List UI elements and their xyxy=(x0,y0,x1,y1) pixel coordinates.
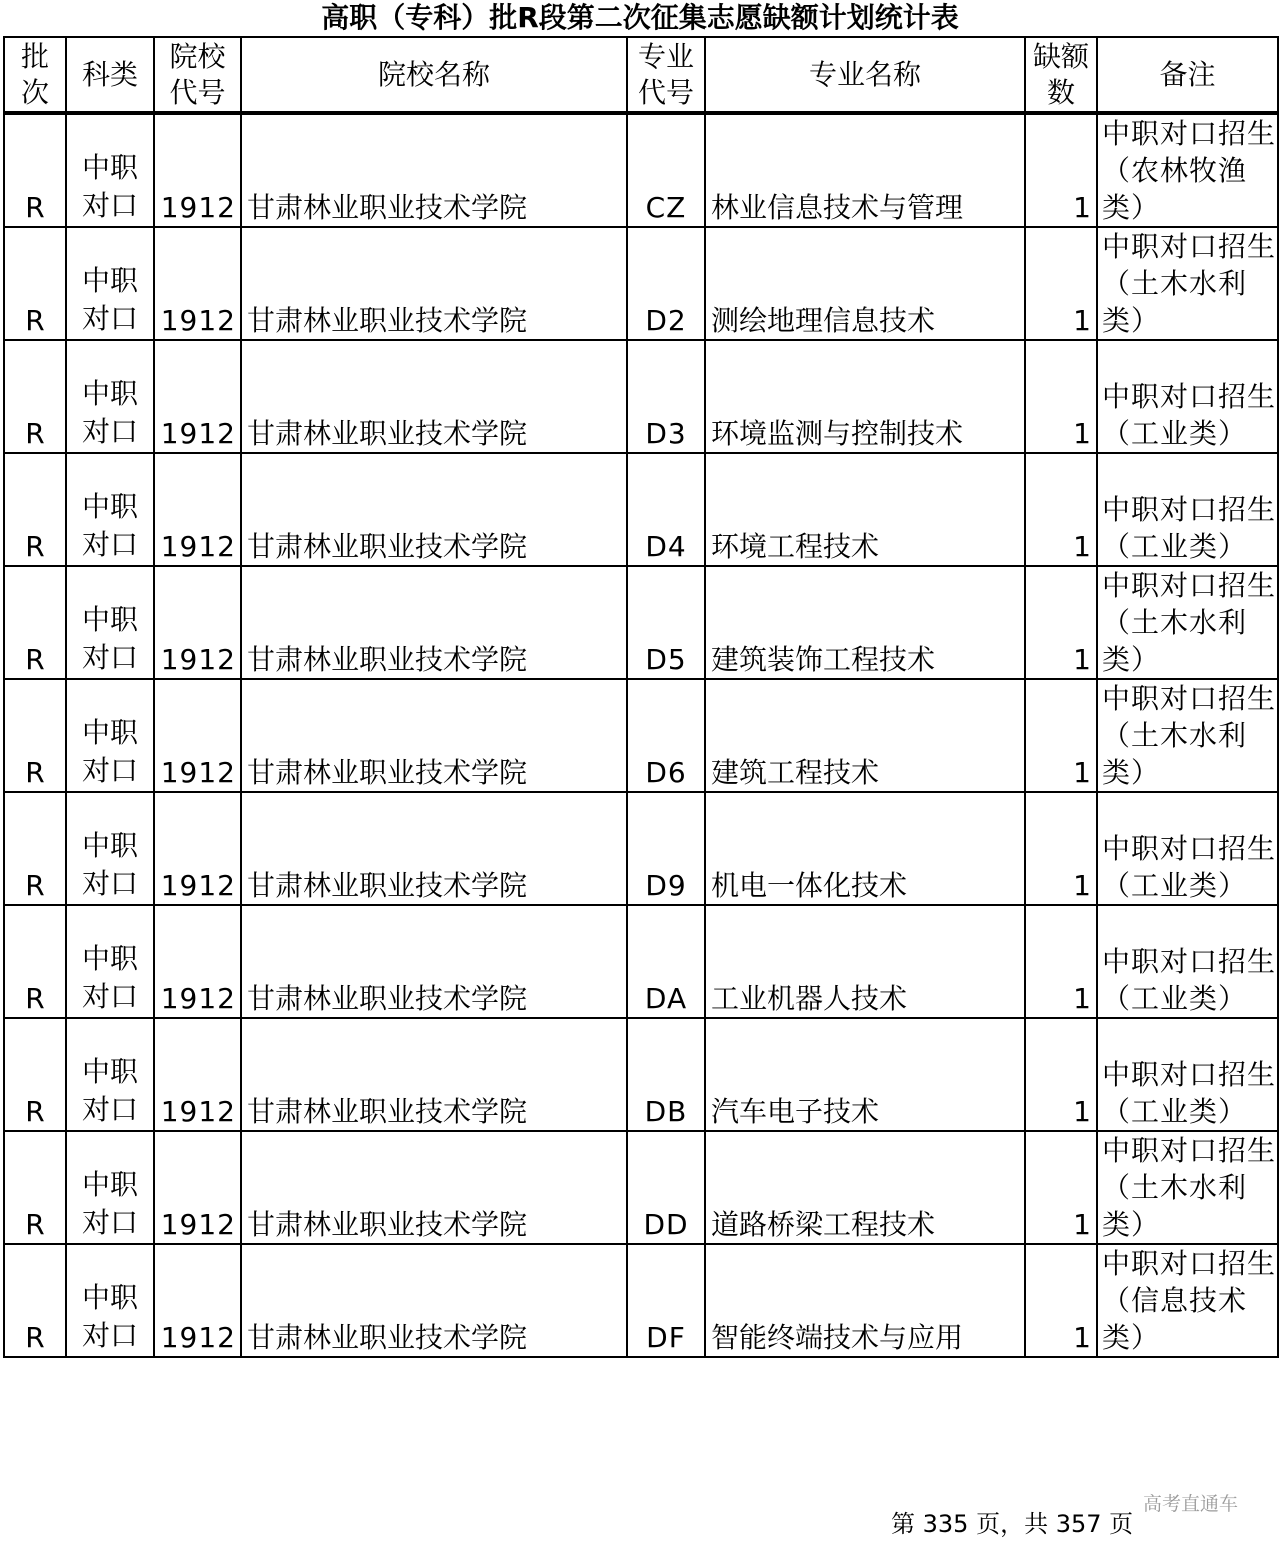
school-name-cell: 甘肃林业职业技术学院 xyxy=(241,113,627,227)
shortfall-cell: 1 xyxy=(1025,453,1097,566)
major-code-cell: DD xyxy=(627,1131,705,1244)
table-body xyxy=(4,113,1278,1357)
major-code-cell: CZ xyxy=(627,113,705,227)
major-name-cell: 林业信息技术与管理 xyxy=(705,113,1025,227)
school-name-cell: 甘肃林业职业技术学院 xyxy=(241,679,627,792)
major-name-cell: 建筑装饰工程技术 xyxy=(705,566,1025,679)
remarks-cell: 中职对口招生（土木水利类） xyxy=(1097,679,1278,792)
shortfall-cell: 1 xyxy=(1025,227,1097,340)
major-name-cell: 智能终端技术与应用 xyxy=(705,1244,1025,1357)
major-name-cell: 机电一体化技术 xyxy=(705,792,1025,905)
remarks-cell: 中职对口招生（农林牧渔类） xyxy=(1097,113,1278,227)
page-title: 高职（专科）批R段第二次征集志愿缺额计划统计表 xyxy=(321,1,959,34)
header-category: 科类 xyxy=(66,37,154,113)
table-row xyxy=(4,679,1278,792)
category-cell: 中职对口 xyxy=(66,453,154,566)
major-name-cell: 测绘地理信息技术 xyxy=(705,227,1025,340)
school-code-cell: 1912 xyxy=(154,453,241,566)
watermark: 高考直通车 xyxy=(1143,1493,1239,1515)
table-row xyxy=(4,905,1278,1018)
school-name-cell: 甘肃林业职业技术学院 xyxy=(241,340,627,453)
batch-cell: R xyxy=(4,113,66,227)
table-row xyxy=(4,792,1278,905)
category-cell: 中职对口 xyxy=(66,905,154,1018)
remarks-cell: 中职对口招生（工业类） xyxy=(1097,1018,1278,1131)
school-code-cell: 1912 xyxy=(154,1018,241,1131)
category-cell: 中职对口 xyxy=(66,679,154,792)
school-code-cell: 1912 xyxy=(154,340,241,453)
school-code-cell: 1912 xyxy=(154,1131,241,1244)
header-remarks: 备注 xyxy=(1097,37,1278,113)
school-name-cell: 甘肃林业职业技术学院 xyxy=(241,792,627,905)
shortfall-cell: 1 xyxy=(1025,905,1097,1018)
category-cell: 中职对口 xyxy=(66,1018,154,1131)
batch-cell: R xyxy=(4,679,66,792)
shortfall-cell: 1 xyxy=(1025,113,1097,227)
category-cell: 中职对口 xyxy=(66,1131,154,1244)
header-shortfall: 缺额数 xyxy=(1025,37,1097,113)
batch-cell: R xyxy=(4,792,66,905)
remarks-cell: 中职对口招生（土木水利类） xyxy=(1097,566,1278,679)
shortfall-cell: 1 xyxy=(1025,566,1097,679)
major-code-cell: D9 xyxy=(627,792,705,905)
remarks-cell: 中职对口招生（土木水利类） xyxy=(1097,1131,1278,1244)
remarks-cell: 中职对口招生（信息技术类） xyxy=(1097,1244,1278,1357)
batch-cell: R xyxy=(4,905,66,1018)
batch-cell: R xyxy=(4,1244,66,1357)
batch-cell: R xyxy=(4,1018,66,1131)
school-name-cell: 甘肃林业职业技术学院 xyxy=(241,1244,627,1357)
remarks-cell: 中职对口招生（工业类） xyxy=(1097,905,1278,1018)
remarks-cell: 中职对口招生（工业类） xyxy=(1097,792,1278,905)
shortfall-cell: 1 xyxy=(1025,1244,1097,1357)
batch-cell: R xyxy=(4,453,66,566)
shortfall-plan-table xyxy=(3,36,1279,1358)
header-school-name: 院校名称 xyxy=(241,37,627,113)
batch-cell: R xyxy=(4,227,66,340)
school-code-cell: 1912 xyxy=(154,113,241,227)
category-cell: 中职对口 xyxy=(66,113,154,227)
header-major-code: 专业代号 xyxy=(627,37,705,113)
major-code-cell: D5 xyxy=(627,566,705,679)
batch-cell: R xyxy=(4,566,66,679)
category-cell: 中职对口 xyxy=(66,340,154,453)
school-name-cell: 甘肃林业职业技术学院 xyxy=(241,566,627,679)
table-row xyxy=(4,1244,1278,1357)
shortfall-cell: 1 xyxy=(1025,1131,1097,1244)
page-footer: 第 335 页，共 357 页 xyxy=(891,1510,1134,1538)
table-row xyxy=(4,566,1278,679)
school-code-cell: 1912 xyxy=(154,566,241,679)
table-row xyxy=(4,227,1278,340)
table-row xyxy=(4,453,1278,566)
header-batch: 批次 xyxy=(4,37,66,113)
remarks-cell: 中职对口招生（工业类） xyxy=(1097,453,1278,566)
major-code-cell: D3 xyxy=(627,340,705,453)
major-code-cell: D4 xyxy=(627,453,705,566)
remarks-cell: 中职对口招生（工业类） xyxy=(1097,340,1278,453)
category-cell: 中职对口 xyxy=(66,566,154,679)
major-name-cell: 汽车电子技术 xyxy=(705,1018,1025,1131)
school-name-cell: 甘肃林业职业技术学院 xyxy=(241,453,627,566)
school-name-cell: 甘肃林业职业技术学院 xyxy=(241,1018,627,1131)
batch-cell: R xyxy=(4,340,66,453)
school-name-cell: 甘肃林业职业技术学院 xyxy=(241,227,627,340)
header-major-name: 专业名称 xyxy=(705,37,1025,113)
table-row xyxy=(4,1131,1278,1244)
category-cell: 中职对口 xyxy=(66,1244,154,1357)
major-name-cell: 建筑工程技术 xyxy=(705,679,1025,792)
school-code-cell: 1912 xyxy=(154,905,241,1018)
school-code-cell: 1912 xyxy=(154,1244,241,1357)
shortfall-cell: 1 xyxy=(1025,1018,1097,1131)
table-header-row xyxy=(4,37,1278,113)
shortfall-cell: 1 xyxy=(1025,792,1097,905)
header-school-code: 院校代号 xyxy=(154,37,241,113)
major-code-cell: DA xyxy=(627,905,705,1018)
shortfall-cell: 1 xyxy=(1025,340,1097,453)
table-row xyxy=(4,1018,1278,1131)
major-name-cell: 环境工程技术 xyxy=(705,453,1025,566)
school-name-cell: 甘肃林业职业技术学院 xyxy=(241,905,627,1018)
major-code-cell: D6 xyxy=(627,679,705,792)
category-cell: 中职对口 xyxy=(66,227,154,340)
category-cell: 中职对口 xyxy=(66,792,154,905)
major-name-cell: 工业机器人技术 xyxy=(705,905,1025,1018)
batch-cell: R xyxy=(4,1131,66,1244)
major-name-cell: 环境监测与控制技术 xyxy=(705,340,1025,453)
major-name-cell: 道路桥梁工程技术 xyxy=(705,1131,1025,1244)
school-code-cell: 1912 xyxy=(154,227,241,340)
school-name-cell: 甘肃林业职业技术学院 xyxy=(241,1131,627,1244)
school-code-cell: 1912 xyxy=(154,792,241,905)
table-row xyxy=(4,113,1278,227)
school-code-cell: 1912 xyxy=(154,679,241,792)
remarks-cell: 中职对口招生（土木水利类） xyxy=(1097,227,1278,340)
shortfall-cell: 1 xyxy=(1025,679,1097,792)
major-code-cell: DB xyxy=(627,1018,705,1131)
major-code-cell: D2 xyxy=(627,227,705,340)
table-row xyxy=(4,340,1278,453)
major-code-cell: DF xyxy=(627,1244,705,1357)
